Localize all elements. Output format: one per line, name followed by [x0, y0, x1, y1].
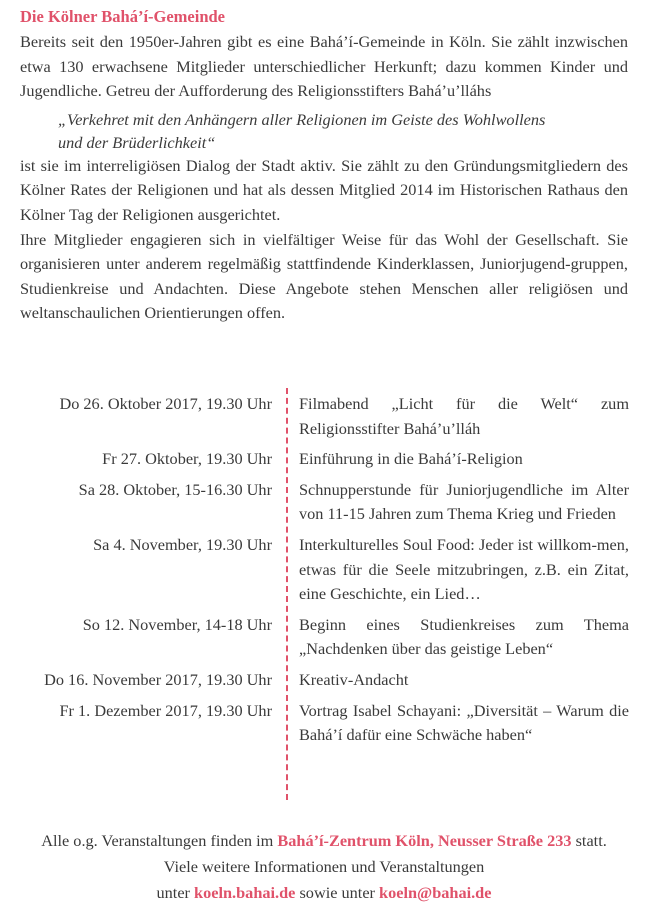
footer-web-prefix: unter — [156, 883, 195, 902]
founder-quote — [58, 108, 628, 154]
event-description: Schnupperstunde für Juniorjugendliche im Alter von 11-15 Jahren zum Thema Krieg und Frieden — [299, 479, 629, 524]
event-description: Kreativ-Andacht — [299, 669, 409, 689]
quote-line-1: „Verkehret mit den Anhängern aller Religionen im Geiste des Wohlwollens — [58, 109, 546, 129]
footer-venue-suffix: statt. — [571, 831, 607, 850]
quote-line-2: und der Brüderlichkeit“ — [58, 132, 216, 152]
footer-line-2: Viele weitere Informationen und Veranstaltungen — [163, 857, 485, 876]
event-list — [0, 392, 648, 748]
intro-paragraph-2: ist sie im interreligiösen Dialog der Stadt aktiv. Sie zählt zu den Gründungsmitgliedern des Kölner Rates der Religionen und hat als dessen Mitglied 2014 im Historischen Rathaus den Kölner Tag der Religionen ausgerichtet. — [20, 155, 628, 224]
event-item — [0, 668, 648, 693]
event-date: Do 16. November 2017, 19.30 Uhr — [44, 669, 272, 689]
event-date: Fr 1. Dezember 2017, 19.30 Uhr — [59, 700, 272, 720]
event-date: So 12. November, 14-18 Uhr — [82, 614, 272, 634]
event-description: Interkulturelles Soul Food: Jeder ist willkom-men, etwas für die Seele mitzubringen, z.B. ein Zitat, eine Geschichte, ein Lied… — [299, 534, 629, 604]
event-item — [0, 613, 648, 662]
section-heading: Die Kölner Bahá’í-Gemeinde — [20, 7, 226, 26]
footer — [0, 828, 648, 906]
footer-mail-prefix: sowie unter — [295, 883, 380, 902]
event-date: Do 26. Oktober 2017, 19.30 Uhr — [59, 394, 272, 413]
intro-paragraph-1: Bereits seit den 1950er-Jahren gibt es eine Bahá’í-Gemeinde in Köln. Sie zählt inzwischen etwa 130 erwachsene Mitglieder unterschiedlicher Herkunft; dazu kommen Kinder und Jugendliche. Getreu der Aufforderung des Religionsstifters Bahá’u’lláhs — [20, 32, 628, 101]
event-description: Einführung in die Bahá’í-Religion — [299, 449, 523, 469]
event-date: Fr 27. Oktober, 19.30 Uhr — [102, 449, 272, 469]
event-item — [0, 447, 648, 472]
event-description: Beginn eines Studienkreises zum Thema „Nachdenken über das geistige Leben“ — [299, 614, 629, 659]
event-item — [0, 478, 648, 527]
intro-paragraph-3: Ihre Mitglieder engagieren sich in vielfältiger Weise für das Wohl der Gesellschaft. Sie organisieren unter anderem regelmäßig stattfindende Kinderklassen, Juniorjugend-gruppen, Studienkreise und Andachten. Diese Angebote stehen Menschen aller religiösen und weltanschaulichen Orientierungen offen. — [20, 229, 628, 323]
intro-text — [20, 30, 628, 326]
event-date: Sa 28. Oktober, 15-16.30 Uhr — [78, 479, 272, 499]
event-description: Filmabend „Licht für die Welt“ zum Religionsstifter Bahá’u’lláh — [299, 394, 629, 438]
event-description: Vortrag Isabel Schayani: „Diversität – Warum die Bahá’í dafür eine Schwäche haben“ — [299, 700, 629, 745]
footer-venue-prefix: Alle o.g. Veranstaltungen finden im — [41, 831, 278, 850]
email-link[interactable]: koeln@bahai.de — [379, 883, 492, 902]
venue-address: Bahá’í-Zentrum Köln, Neusser Straße 233 — [277, 831, 572, 850]
event-item — [0, 699, 648, 748]
website-link[interactable]: koeln.bahai.de — [194, 883, 296, 902]
event-item — [0, 392, 648, 441]
footer-line-3 — [0, 880, 648, 906]
event-item — [0, 533, 648, 607]
event-date: Sa 4. November, 19.30 Uhr — [93, 534, 272, 554]
footer-line-1 — [0, 828, 648, 854]
